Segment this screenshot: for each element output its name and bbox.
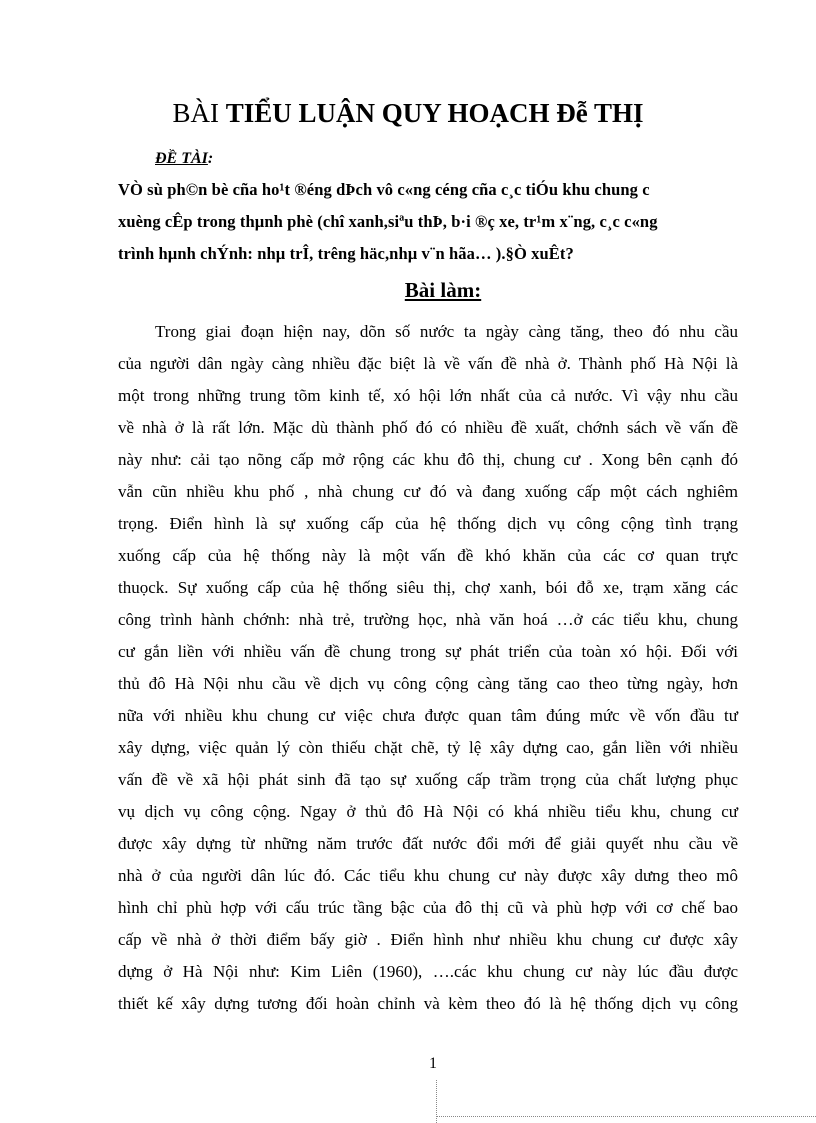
topic-line: xuèng cÊp trong thµnh phè (chî xanh,siªu thÞ, b·i ®ç xe, tr¹m x¨ng, c¸c c«ng — [118, 212, 658, 231]
paragraph-line: vẫn cũn nhiều khu phố , nhà chung cư đó và đang xuống cấp một cách nghiêm — [118, 482, 738, 501]
paragraph-line: thuọck. Sự xuống cấp của hệ thống siêu thị, chợ xanh, bói đỗ xe, trạm xăng các — [118, 578, 738, 597]
paragraph-line: xây dựng, việc quản lý còn thiếu chặt chẽ, tỷ lệ xây dựng cao, gắn liền với nhiều — [118, 738, 738, 757]
section-heading: Bài làm: — [404, 278, 482, 302]
paragraph-line: dựng ở Hà Nội như: Kim Liên (1960), ….các khu chung cư này lúc đầu được — [118, 962, 738, 981]
paragraph-line: vụ dịch vụ công cộng. Ngay ở thủ đô Hà Nội có khá nhiều tiểu khu, chung cư — [118, 802, 738, 821]
footer-divider — [437, 1116, 816, 1117]
topic-line: trình hµnh chÝnh: nhµ trÎ, trêng häc,nhµ v¨n hãa… ).§Ò xuÊt? — [118, 244, 574, 263]
page-number: 1 — [429, 1055, 437, 1072]
paragraph-line: một trong những trung tõm kinh tế, xó hội lớn nhất của cả nước. Vì vậy nhu cầu — [118, 386, 738, 405]
paragraph-line: hình chỉ phù hợp với cấu trúc tầng bậc của đô thị cũ và phù hợp với cơ chế bao — [118, 898, 738, 917]
paragraph-line: cấp về nhà ở thời điểm bấy giờ . Điển hình như nhiều khu chung cư được xây — [118, 930, 738, 949]
paragraph-line: nhà ở của người dân lúc đó. Các tiểu khu chung cư này được xây dưng theo mô — [118, 866, 738, 885]
document-title — [0, 98, 816, 129]
paragraph-line: công trình hành chớnh: nhà trẻ, trường học, nhà văn hoá …ở các tiểu khu, chung — [118, 610, 738, 629]
paragraph-line: được xây dựng từ những năm trước đất nước đổi mới để giải quyết nhu cầu về — [118, 834, 738, 853]
paragraph-line: trọng. Điển hình là sự xuống cấp của hệ thống dịch vụ công cộng tình trạng — [118, 514, 738, 533]
title-main: TIỂU LUẬN QUY HOẠCH Đễ THỊ — [225, 98, 644, 128]
paragraph-line: xuống cấp của hệ thống này là một vấn đề khó khăn của các cơ quan trực — [118, 546, 738, 565]
paragraph-line: cư gắn liền với nhiều vấn đề chung trong sự phát triển của toàn xó hội. Đối với — [118, 642, 738, 661]
paragraph-line: của người dân ngày càng nhiều đặc biệt là về vấn đề nhà ở. Thành phố Hà Nội là — [118, 354, 738, 373]
topic-line: VÒ sù ph©n bè cña ho¹t ®éng dÞch vô c«ng céng cña c¸c tiÓu khu chung c — [118, 180, 650, 199]
topic-label-text: ĐỀ TÀI — [155, 150, 208, 167]
topic-label — [155, 150, 213, 168]
paragraph-line: vấn đề về xã hội phát sinh đã tạo sự xuống cấp trầm trọng của chất lượng phục — [118, 770, 738, 789]
paragraph-line: nữa với nhiều khu chung cư việc chưa được quan tâm đúng mức về vốn đầu tư — [118, 706, 738, 725]
paragraph-line: thủ đô Hà Nội nhu cầu về dịch vụ công cộng càng tăng cao theo từng ngày, hơn — [118, 674, 738, 693]
paragraph-line: này như: cải tạo nõng cấp mở rộng các khu đô thị, chung cư . Xong bên cạnh đó — [118, 450, 738, 469]
paragraph-line: về nhà ở là rất lớn. Mặc dù thành phố đó có nhiều đề xuất, chớnh sách về vấn đề — [118, 418, 738, 437]
paragraph-line: thiết kế xây dựng tương đối hoàn chỉnh và kèm theo đó là hệ thống dịch vụ công — [118, 994, 738, 1013]
paragraph-line: Trong giai đoạn hiện nay, dõn số nước ta ngày càng tăng, theo đó nhu cầu — [155, 322, 738, 341]
title-prefix: BÀI — [172, 98, 219, 128]
topic-label-colon: : — [207, 150, 214, 167]
